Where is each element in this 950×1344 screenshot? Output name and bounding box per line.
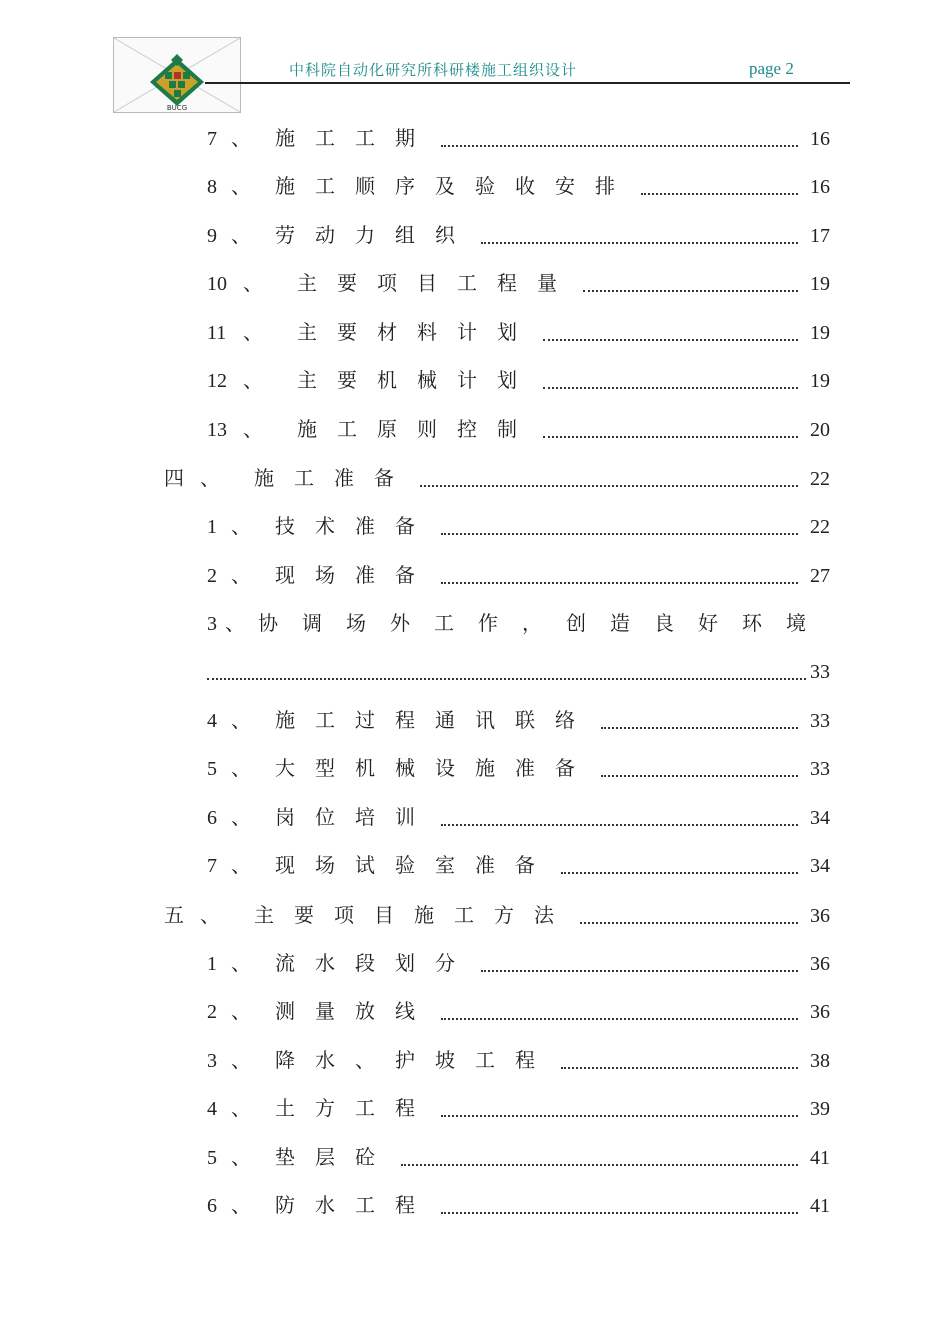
header-rule xyxy=(205,82,850,84)
toc-leader-dots xyxy=(420,464,798,494)
toc-entry[interactable] xyxy=(207,754,830,784)
toc-page-number: 27 xyxy=(810,565,830,587)
toc-entry-title: 施工准备 xyxy=(254,468,414,490)
toc-page-number: 20 xyxy=(810,419,830,441)
toc-entry-number: 10 xyxy=(207,273,227,295)
toc-entry-separator: 、 xyxy=(231,225,251,247)
toc-leader-dots xyxy=(481,221,798,251)
toc-entry-separator: 、 xyxy=(231,1001,251,1023)
toc-entry[interactable] xyxy=(207,415,830,445)
toc-page-number: 17 xyxy=(810,225,830,247)
bucg-logo xyxy=(113,37,241,113)
toc-page-number: 36 xyxy=(810,905,830,927)
toc-leader-dots xyxy=(601,754,798,784)
toc-entry-number: 1 xyxy=(207,953,217,975)
toc-entry-title: 主要材料计划 xyxy=(297,322,537,344)
toc-leader-dots xyxy=(441,1094,798,1124)
toc-entry-title: 土方工程 xyxy=(275,1098,435,1120)
toc-entry-number: 13 xyxy=(207,419,227,441)
toc-leader-dots xyxy=(561,851,798,881)
toc-entry[interactable] xyxy=(207,706,830,736)
toc-entry[interactable] xyxy=(207,609,830,639)
toc-entry-separator: 、 xyxy=(243,370,263,392)
logo-text: BUCG xyxy=(166,104,188,112)
toc-leader-dots xyxy=(441,512,798,542)
toc-entry-title: 劳动力组织 xyxy=(275,225,475,247)
toc-entry-separator: 、 xyxy=(231,807,251,829)
toc-entry[interactable] xyxy=(207,221,830,251)
toc-entry-title: 防水工程 xyxy=(275,1195,435,1217)
toc-entry-title: 协调场外工作，创造良好环境 xyxy=(258,613,830,635)
toc-page-number: 33 xyxy=(810,758,830,780)
toc-leader-dots xyxy=(641,172,798,202)
toc-entry-title: 大型机械设施准备 xyxy=(275,758,595,780)
toc-entry-number: 四 xyxy=(164,468,184,490)
toc-leader-dots xyxy=(543,318,798,348)
toc-entry-separator: 、 xyxy=(200,468,220,490)
toc-entry[interactable] xyxy=(207,657,830,687)
toc-entry[interactable] xyxy=(207,1143,830,1173)
toc-entry-number: 2 xyxy=(207,565,217,587)
toc-leader-dots xyxy=(481,949,798,979)
toc-leader-dots xyxy=(580,901,798,931)
toc-entry[interactable] xyxy=(207,269,830,299)
toc-leader-dots xyxy=(441,803,798,833)
toc-entry-title: 流水段划分 xyxy=(275,953,475,975)
toc-entry-separator: 、 xyxy=(231,1147,251,1169)
document-title: 中科院自动化研究所科研楼施工组织设计 xyxy=(289,61,578,79)
toc-page-number: 34 xyxy=(810,807,830,829)
toc-entry-title: 降水、护坡工程 xyxy=(275,1050,555,1072)
toc-entry-number: 5 xyxy=(207,758,217,780)
toc-entry-title: 测量放线 xyxy=(275,1001,435,1023)
toc-page-number: 36 xyxy=(810,953,830,975)
toc-entry[interactable] xyxy=(207,512,830,542)
toc-leader-dots xyxy=(561,1046,798,1076)
toc-entry-number: 2 xyxy=(207,1001,217,1023)
toc-entry-separator: 、 xyxy=(231,1098,251,1120)
toc-entry-title: 施工顺序及验收安排 xyxy=(275,176,635,198)
toc-entry-separator: 、 xyxy=(231,1195,251,1217)
toc-leader-dots xyxy=(543,366,798,396)
toc-entry[interactable] xyxy=(207,124,830,154)
toc-entry-title: 主要项目施工方法 xyxy=(254,905,574,927)
toc-entry-number: 12 xyxy=(207,370,227,392)
toc-entry[interactable] xyxy=(164,901,830,931)
toc-entry[interactable] xyxy=(207,949,830,979)
toc-entry-number: 4 xyxy=(207,1098,217,1120)
toc-entry-number: 3 xyxy=(207,613,217,635)
toc-entry-separator: 、 xyxy=(231,1050,251,1072)
toc-leader-dots xyxy=(441,561,798,591)
toc-entry-separator: 、 xyxy=(243,419,263,441)
toc-page-number: 36 xyxy=(810,1001,830,1023)
toc-entry-title: 主要项目工程量 xyxy=(297,273,577,295)
toc-page-number: 19 xyxy=(810,322,830,344)
toc-entry-number: 9 xyxy=(207,225,217,247)
toc-entry-separator: 、 xyxy=(231,516,251,538)
toc-entry-separator: 、 xyxy=(231,710,251,732)
toc-leader-dots xyxy=(441,124,798,154)
toc-entry-number: 6 xyxy=(207,1195,217,1217)
toc-page-number: 19 xyxy=(810,370,830,392)
toc-entry-title: 施工工期 xyxy=(275,128,435,150)
toc-entry-number: 7 xyxy=(207,855,217,877)
toc-page-number: 22 xyxy=(810,516,830,538)
toc-entry[interactable] xyxy=(207,366,830,396)
toc-page-number: 16 xyxy=(810,128,830,150)
toc-entry-separator: 、 xyxy=(243,273,263,295)
toc-entry[interactable] xyxy=(207,318,830,348)
toc-entry-title: 技术准备 xyxy=(275,516,435,538)
toc-entry-number: 6 xyxy=(207,807,217,829)
toc-entry-separator: 、 xyxy=(231,953,251,975)
toc-entry-separator: 、 xyxy=(231,128,251,150)
page-header xyxy=(113,37,850,117)
toc-entry-separator: 、 xyxy=(231,855,251,877)
toc-entry-separator: 、 xyxy=(231,176,251,198)
toc-entry-title: 施工过程通讯联络 xyxy=(275,710,595,732)
toc-page-number: 38 xyxy=(810,1050,830,1072)
toc-entry-number: 8 xyxy=(207,176,217,198)
toc-entry[interactable] xyxy=(207,172,830,202)
toc-page-number: 16 xyxy=(810,176,830,198)
toc-entry-separator: 、 xyxy=(200,905,220,927)
toc-entry[interactable] xyxy=(207,997,830,1027)
toc-entry-number: 4 xyxy=(207,710,217,732)
toc-entry-number: 1 xyxy=(207,516,217,538)
toc-leader-dots xyxy=(441,997,798,1027)
toc-entry[interactable] xyxy=(207,803,830,833)
toc-entry-title: 现场试验室准备 xyxy=(275,855,555,877)
toc-leader-dots xyxy=(207,657,806,687)
toc-leader-dots xyxy=(543,415,798,445)
toc-leader-dots xyxy=(583,269,798,299)
toc-entry[interactable] xyxy=(164,464,830,494)
toc-entry-separator: 、 xyxy=(243,322,263,344)
toc-leader-dots xyxy=(441,1191,798,1221)
toc-entry[interactable] xyxy=(207,1094,830,1124)
toc-leader-dots xyxy=(601,706,798,736)
page-number: page 2 xyxy=(749,59,794,78)
toc-entry-number: 3 xyxy=(207,1050,217,1072)
toc-entry-title: 现场准备 xyxy=(275,565,435,587)
toc-entry-separator: 、 xyxy=(231,758,251,780)
toc-page-number: 22 xyxy=(810,468,830,490)
toc-entry-title: 垫层砼 xyxy=(275,1147,395,1169)
toc-leader-dots xyxy=(401,1143,798,1173)
toc-entry[interactable] xyxy=(207,1191,830,1221)
toc-entry-number: 7 xyxy=(207,128,217,150)
toc-page-number: 33 xyxy=(810,710,830,732)
toc-page-number: 19 xyxy=(810,273,830,295)
toc-entry-title: 岗位培训 xyxy=(275,807,435,829)
toc-entry-number: 11 xyxy=(207,322,227,344)
toc-entry[interactable] xyxy=(207,851,830,881)
toc-page-number: 41 xyxy=(810,1195,830,1217)
toc-entry[interactable] xyxy=(207,1046,830,1076)
toc-page-number: 39 xyxy=(810,1098,830,1120)
toc-entry[interactable] xyxy=(207,561,830,591)
toc-page-number: 41 xyxy=(810,1147,830,1169)
toc-entry-number: 5 xyxy=(207,1147,217,1169)
toc-page-number: 34 xyxy=(810,855,830,877)
toc-entry-title: 施工原则控制 xyxy=(297,419,537,441)
toc-entry-separator: 、 xyxy=(225,613,245,635)
toc-entry-number: 五 xyxy=(164,905,184,927)
toc-page-number: 33 xyxy=(810,661,830,683)
toc-entry-title: 主要机械计划 xyxy=(297,370,537,392)
toc-entry-separator: 、 xyxy=(231,565,251,587)
